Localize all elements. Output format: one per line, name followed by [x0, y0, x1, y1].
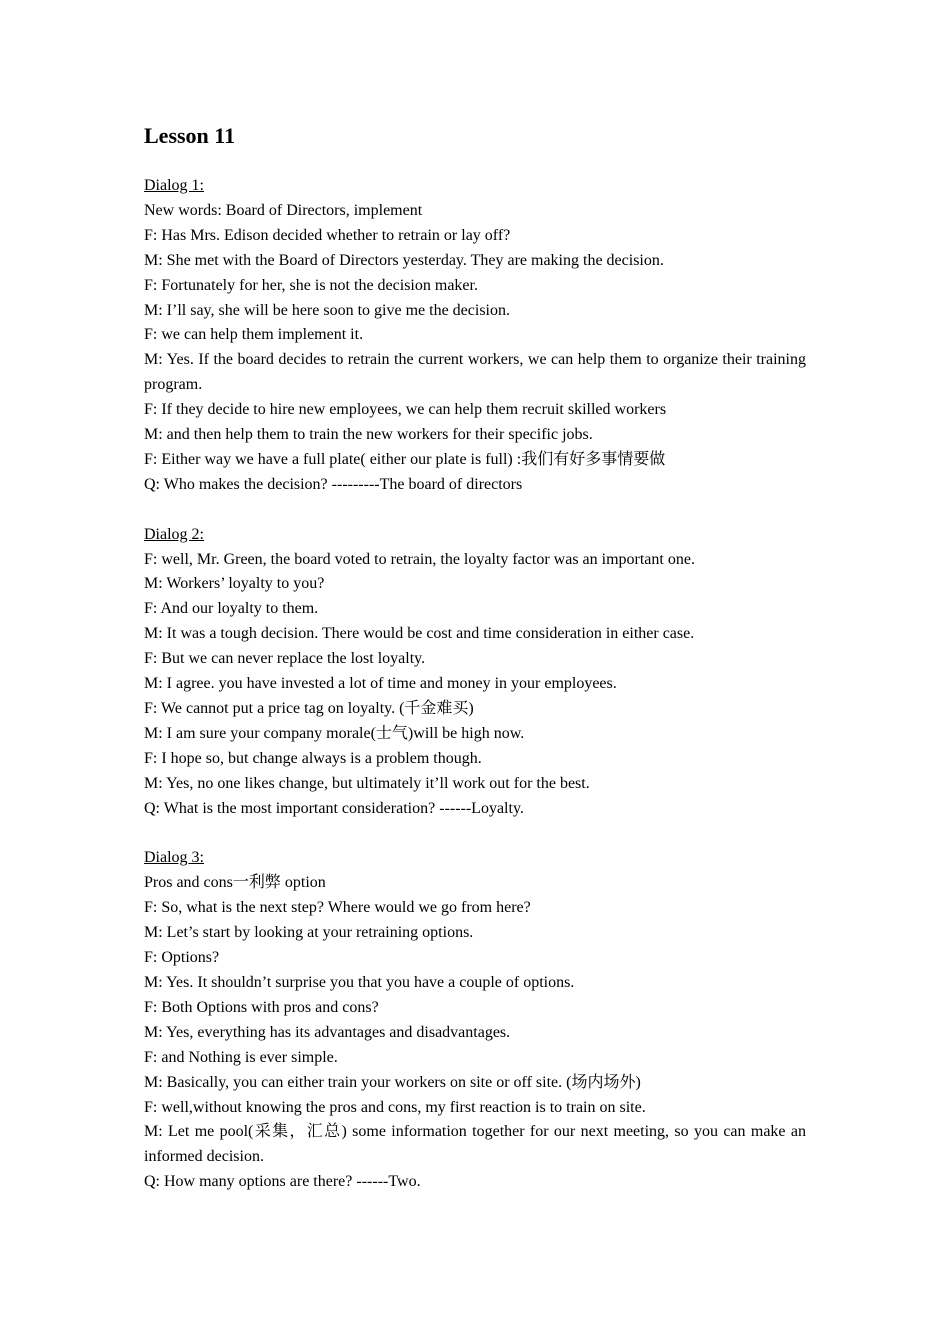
dialog-line: F: Has Mrs. Edison decided whether to retrain or lay off? [144, 226, 511, 244]
dialog-line: F: If they decide to hire new employees, we can help them recruit skilled workers [144, 401, 667, 419]
dialog-heading: Dialog 1: [144, 177, 204, 194]
dialog-line: M: Yes. It shouldn’t surprise you that you have a couple of options. [144, 973, 575, 991]
dialog-question: Q: How many options are there? ------Two. [144, 1173, 421, 1191]
dialog-question: Q: What is the most important consideration? ------Loyalty. [144, 799, 524, 817]
dialog-line: M: and then help them to train the new workers for their specific jobs. [144, 426, 593, 444]
dialog-line: M: I am sure your company morale(士气)will be high now. [144, 724, 525, 742]
section-spacer [144, 498, 806, 523]
dialog-section-1 [144, 174, 806, 498]
dialog-line: F: We cannot put a price tag on loyalty. (千金难买) [144, 700, 474, 718]
dialog-line: F: And our loyalty to them. [144, 600, 319, 618]
dialog-line: F: well,without knowing the pros and cons, my first reaction is to train on site. [144, 1098, 646, 1116]
dialog-line: M: Let’s start by looking at your retraining options. [144, 924, 474, 942]
dialog-line: F: Either way we have a full plate( either our plate is full) :我们有好多事情要做 [144, 450, 666, 468]
dialog-line: M: I agree. you have invested a lot of time and money in your employees. [144, 675, 617, 693]
dialog-line: M: Yes. If the board decides to retrain the current workers, we can help them to organize their training program. [144, 351, 806, 394]
dialog-line: F: we can help them implement it. [144, 326, 364, 344]
dialog-line: New words: Board of Directors, implement [144, 201, 423, 219]
section-spacer [144, 822, 806, 847]
dialog-question: Q: Who makes the decision? ---------The board of directors [144, 475, 523, 493]
dialog-line: Pros and cons一利弊 option [144, 874, 326, 892]
dialog-line: F: Options? [144, 949, 220, 967]
dialog-line: M: Yes, no one likes change, but ultimately it’ll work out for the best. [144, 774, 590, 792]
dialog-line: F: So, what is the next step? Where would we go from here? [144, 899, 531, 917]
dialog-heading: Dialog 3: [144, 849, 204, 867]
dialog-line: M: She met with the Board of Directors yesterday. They are making the decision. [144, 251, 664, 269]
dialog-line: M: Basically, you can either train your workers on site or off site. (场内场外) [144, 1073, 641, 1091]
dialog-line: F: well, Mr. Green, the board voted to retrain, the loyalty factor was an important one. [144, 550, 695, 568]
dialog-line: M: Workers’ loyalty to you? [144, 575, 325, 593]
dialog-line: F: Fortunately for her, she is not the decision maker. [144, 276, 478, 294]
dialog-line: M: Let me pool(采集，汇总) some information together for our next meeting, so you can make an informed decision. [144, 1123, 806, 1166]
dialog-line: F: I hope so, but change always is a problem though. [144, 749, 482, 767]
document-body [144, 174, 806, 1195]
dialog-heading: Dialog 2: [144, 525, 204, 543]
dialog-line: M: Yes, everything has its advantages and disadvantages. [144, 1023, 511, 1041]
dialog-line: M: It was a tough decision. There would be cost and time consideration in either case. [144, 625, 695, 643]
dialog-section-3 [144, 846, 806, 1195]
page-title: Lesson 11 [144, 123, 236, 148]
dialog-line: F: But we can never replace the lost loyalty. [144, 650, 426, 668]
dialog-line: M: I’ll say, she will be here soon to give me the decision. [144, 301, 510, 319]
dialog-line: F: and Nothing is ever simple. [144, 1048, 338, 1066]
dialog-section-2 [144, 523, 806, 822]
dialog-line: F: Both Options with pros and cons? [144, 998, 379, 1016]
